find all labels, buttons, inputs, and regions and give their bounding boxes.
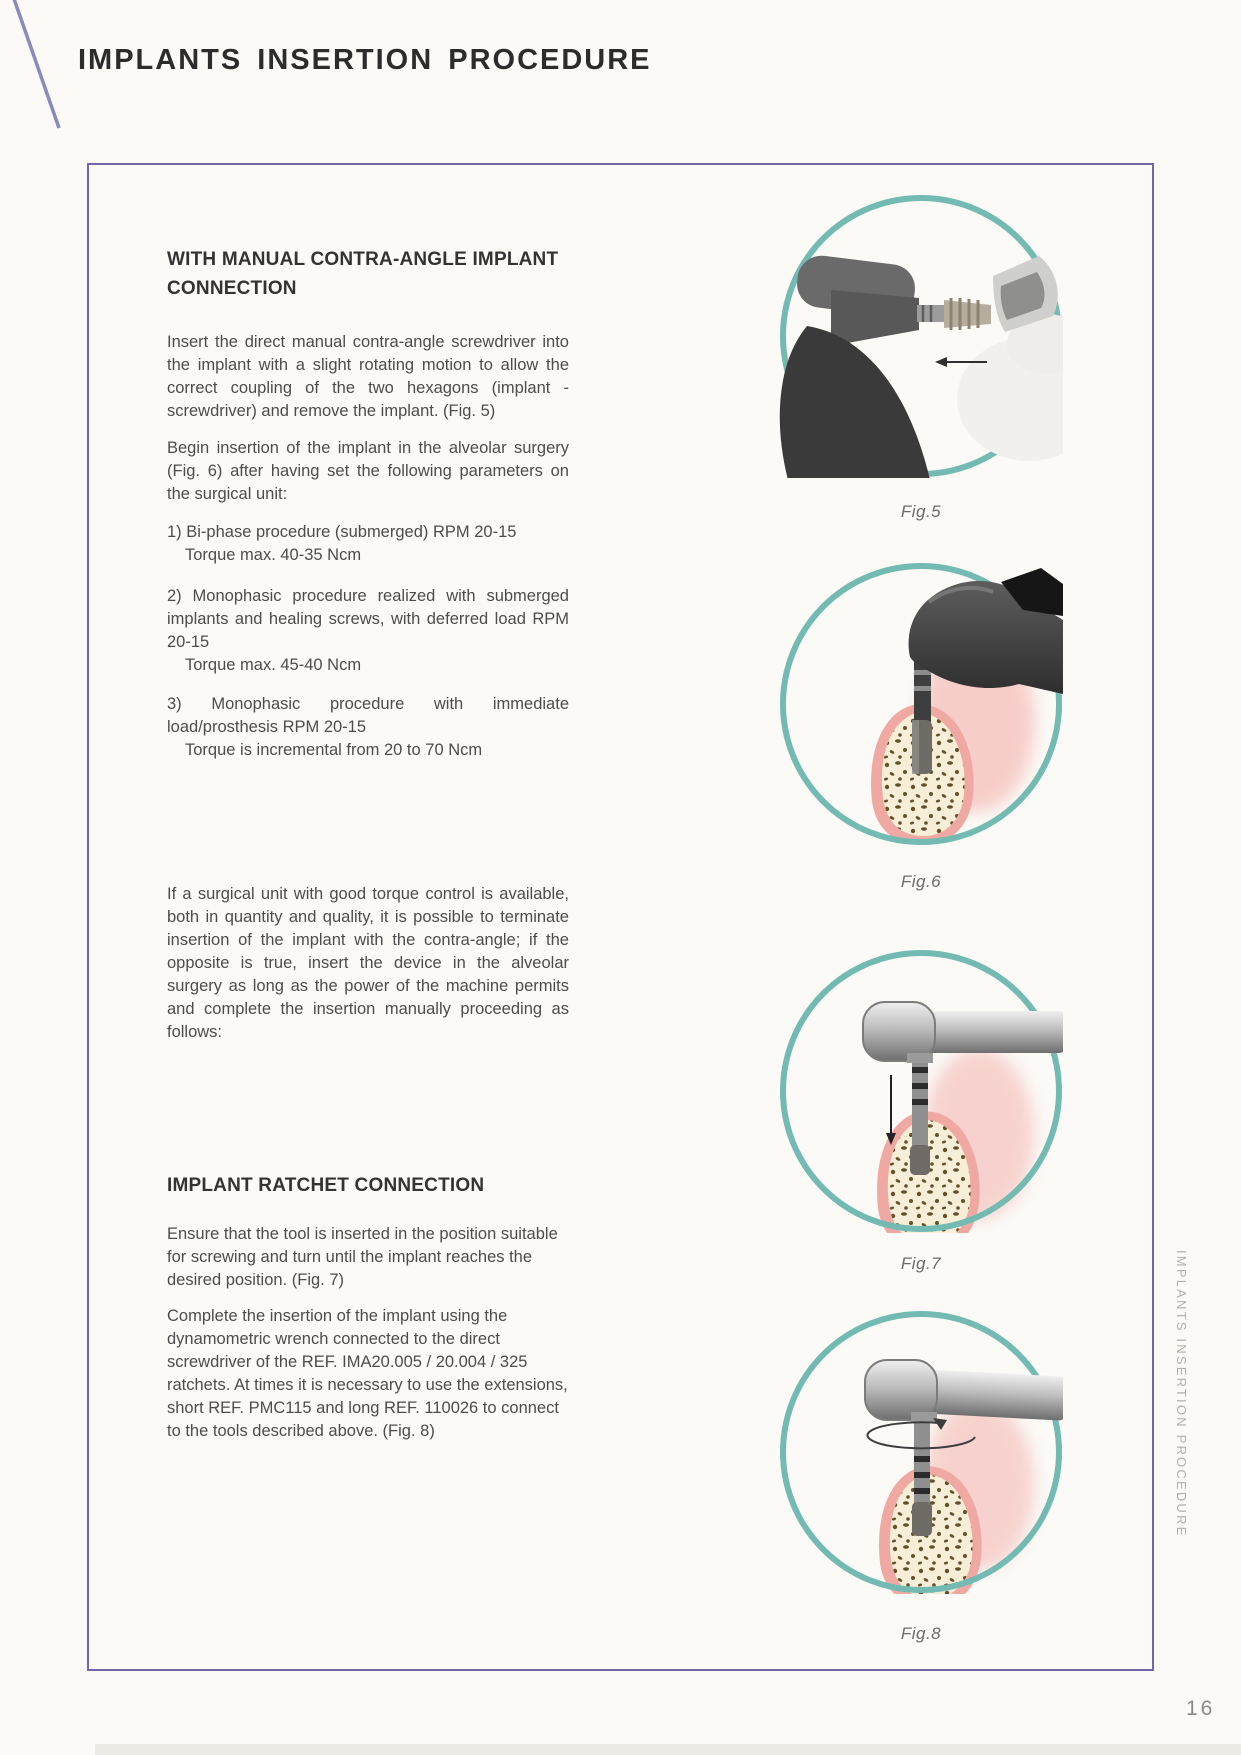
paragraph-ensure-tool: Ensure that the tool is inserted in the position suitable for screwing and turn until the implant reaches the desired position. (Fig. 7) [167, 1225, 558, 1289]
content-box [87, 163, 1154, 1671]
page-title: IMPLANTS INSERTION PROCEDURE [78, 44, 652, 76]
parameter-2-procedure: 2) Monophasic procedure realized with submerged implants and healing screws, with deferred load RPM 20-15 [167, 587, 569, 651]
paragraph-insert-screwdriver: Insert the direct manual contra-angle screwdriver into the implant with a slight rotating motion to allow the correct coupling of the two hexagons (implant - screwdriver) and remove the implant. (Fig. 5) [167, 333, 569, 420]
implant-screw [944, 298, 991, 330]
figure-7-image [779, 949, 1063, 1233]
figure-7-label: Fig.7 [900, 1254, 942, 1273]
driver-shaft [912, 1410, 932, 1536]
implant-driver-shaft [912, 656, 932, 774]
parameter-item-1 [167, 521, 569, 567]
diagonal-accent-line [0, 0, 80, 132]
parameter-3-torque: Torque is incremental from 20 to 70 Ncm [185, 741, 483, 759]
arrow-down-icon [886, 1075, 896, 1145]
parameter-3-procedure: 3) Monophasic procedure with immediate load/prosthesis RPM 20-15 [167, 695, 569, 736]
section-heading-ratchet: IMPLANT RATCHET CONNECTION [167, 1175, 485, 1196]
parameter-1-procedure: 1) Bi-phase procedure (submerged) RPM 20-15 [167, 523, 517, 541]
page-number: 16 [1186, 1697, 1216, 1720]
parameter-item-3 [167, 693, 569, 762]
section-heading-contra-angle: WITH MANUAL CONTRA-ANGLE IMPLANT CONNECTION [167, 249, 559, 299]
paragraph-begin-insertion: Begin insertion of the implant in the alveolar surgery (Fig. 6) after having set the following parameters on the surgical unit: [167, 439, 569, 503]
parameter-2-torque: Torque max. 45-40 Ncm [185, 656, 362, 674]
parameter-1-torque: Torque max. 40-35 Ncm [185, 546, 362, 564]
figure-8-image [779, 1310, 1063, 1594]
paragraph-surgical-unit-torque: If a surgical unit with good torque control is available, both in quantity and quality, it is possible to terminate insertion of the implant with the contra-angle; if the opposite is true, insert the device in the alveolar surgery as long as the power of the machine permits and complete the insertion manually proceeding as follows: [167, 885, 569, 1041]
parameter-item-2 [167, 585, 569, 677]
figure-8-label: Fig.8 [900, 1624, 942, 1643]
figure-6-image [779, 562, 1063, 846]
figure-5-image [779, 194, 1063, 478]
figure-5-label: Fig.5 [900, 502, 942, 521]
driver-shaft [910, 1053, 930, 1175]
paragraph-complete-insertion: Complete the insertion of the implant using the dynamometric wrench connected to the direct screwdriver of the REF. IMA20.005 / 20.004 / 325 ratchets. At times it is necessary to use the extensions, short REF. PMC115 and long REF. 110026 to connect to the tools described above. (Fig. 8) [167, 1307, 568, 1440]
side-vertical-label: IMPLANTS INSERTION PROCEDURE [1174, 1250, 1189, 1538]
handpiece-illustration [780, 253, 1063, 478]
figure-6-label: Fig.6 [900, 872, 942, 891]
page-bottom-edge [95, 1744, 1241, 1755]
